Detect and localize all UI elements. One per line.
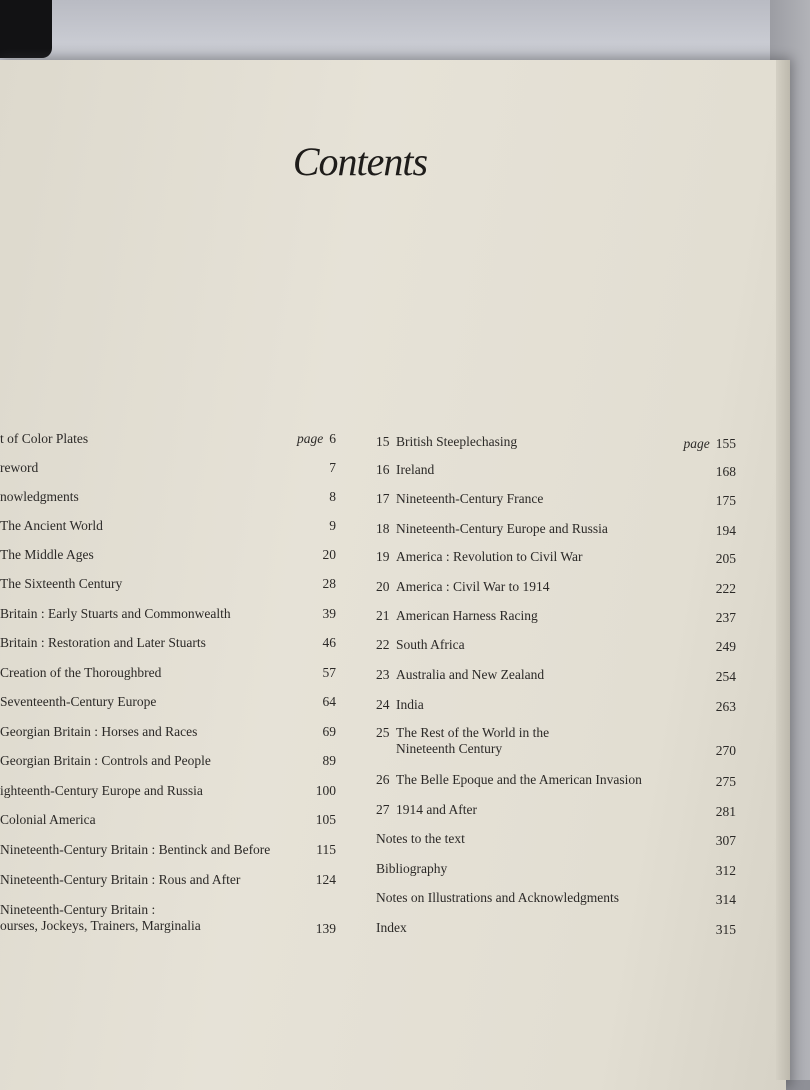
page-value: 9 [329, 518, 336, 533]
entry-title: The Belle Epoque and the American Invasion [396, 772, 642, 787]
page-value: 115 [316, 842, 336, 857]
entry-title: Nineteenth-Century Britain : [0, 902, 156, 917]
page-number [240, 635, 336, 651]
toc-entry [376, 549, 583, 565]
page-value: 124 [315, 872, 336, 887]
page-number [240, 872, 336, 888]
page-value: 254 [715, 669, 736, 684]
page-value: 28 [322, 576, 336, 591]
page-value: 6 [329, 431, 336, 446]
entry-title: reword [0, 460, 39, 475]
toc-entry [0, 431, 88, 447]
page-number [240, 753, 336, 769]
page-number [640, 610, 736, 626]
toc-entry [0, 635, 206, 651]
page-value: 270 [715, 743, 736, 758]
entry-title: Bibliography [376, 861, 448, 876]
entry-title: The Rest of the World in the [396, 725, 550, 740]
page-number [640, 669, 736, 685]
entry-title: Georgian Britain : Horses and Races [0, 724, 198, 739]
page-number [240, 812, 336, 828]
chapter-number: 24 [376, 697, 390, 712]
entry-title: Colonial America [0, 812, 96, 827]
entry-title-continued: Nineteenth Century [396, 741, 503, 756]
page-value: 168 [715, 464, 736, 479]
page-number [240, 665, 336, 681]
page-number [640, 892, 736, 908]
chapter-number: 26 [376, 772, 390, 787]
entry-title: Notes to the text [376, 831, 465, 846]
chapter-number: 19 [376, 549, 390, 564]
entry-title: India [396, 697, 424, 712]
toc-entry [0, 842, 270, 858]
page-number [640, 833, 736, 849]
entry-title: Creation of the Thoroughbred [0, 665, 162, 680]
page-value: 275 [715, 774, 736, 789]
entry-title: Index [376, 920, 407, 935]
page-prefix: page [683, 436, 710, 451]
toc-entry [376, 725, 549, 757]
entry-title: Ireland [396, 462, 435, 477]
toc-entry [0, 753, 211, 769]
entry-title: ighteenth-Century Europe and Russia [0, 783, 203, 798]
toc-entry [376, 608, 538, 624]
page-value: 69 [322, 724, 336, 739]
toc-entry [0, 489, 79, 505]
page-number [640, 804, 736, 820]
toc-entry [0, 783, 203, 799]
toc-entry [0, 724, 197, 740]
page-number [640, 581, 736, 597]
page-value: 64 [322, 694, 336, 709]
entry-title: t of Color Plates [0, 431, 89, 446]
page-number [240, 518, 336, 534]
toc-entry [376, 890, 619, 906]
chapter-number: 23 [376, 667, 390, 682]
toc-entry [376, 861, 447, 877]
page-title: Contents [292, 139, 428, 184]
toc-entry [376, 697, 424, 713]
page-value: 312 [715, 863, 736, 878]
toc-entry [376, 831, 465, 847]
page-number [640, 551, 736, 567]
page-value: 249 [715, 639, 736, 654]
page-number [240, 547, 336, 563]
page-number [240, 489, 336, 505]
page-prefix: page [297, 431, 324, 446]
page-value: 7 [329, 460, 336, 475]
entry-title: American Harness Racing [396, 608, 538, 623]
entry-title: South Africa [396, 637, 465, 652]
chapter-number: 25 [376, 725, 390, 740]
page-value: 237 [715, 610, 736, 625]
page-value: 89 [322, 753, 336, 768]
toc-entry [0, 547, 94, 563]
entry-title: The Ancient World [0, 518, 103, 533]
page-value: 100 [315, 783, 336, 798]
page-number [240, 724, 336, 740]
entry-title: Nineteenth-Century France [396, 491, 544, 506]
entry-title: Britain : Early Stuarts and Commonwealth [0, 606, 231, 621]
toc-entry [0, 576, 122, 592]
page-number [240, 460, 336, 476]
page-number [640, 922, 736, 938]
toc-entry [376, 637, 465, 653]
page-value: 222 [715, 581, 736, 596]
page-number [240, 576, 336, 592]
page-value: 39 [322, 606, 336, 621]
page-value: 314 [715, 892, 736, 907]
toc-entry [376, 920, 407, 936]
entry-title: Australia and New Zealand [396, 667, 545, 682]
toc-entry [376, 434, 517, 450]
toc-entry [0, 518, 103, 534]
entry-title: The Middle Ages [0, 547, 94, 562]
page-number [640, 493, 736, 509]
entry-title: 1914 and After [396, 802, 477, 817]
entry-title: Notes on Illustrations and Acknowledgments [376, 890, 619, 905]
page-value: 8 [329, 489, 336, 504]
chapter-number: 17 [376, 491, 390, 506]
entry-title: Britain : Restoration and Later Stuarts [0, 635, 206, 650]
toc-entry [376, 521, 608, 537]
page-number [640, 863, 736, 879]
page-number [240, 783, 336, 799]
entry-title: America : Civil War to 1914 [396, 579, 550, 594]
entry-title-continued: ourses, Jockeys, Trainers, Marginalia [0, 918, 201, 933]
page-number [240, 694, 336, 710]
page-value: 155 [715, 436, 736, 451]
page-value: 175 [715, 493, 736, 508]
page-edge [776, 60, 790, 1080]
toc-entry [376, 772, 642, 788]
toc-entry [376, 491, 543, 507]
background-dark-object [0, 0, 52, 58]
toc-entry [0, 665, 161, 681]
toc-entry [0, 460, 38, 476]
entry-title: nowledgments [0, 489, 79, 504]
page-value: 307 [715, 833, 736, 848]
page-number [240, 431, 336, 447]
page-value: 46 [322, 635, 336, 650]
toc-entry [0, 902, 201, 934]
toc-entry [0, 694, 156, 710]
entry-title: Georgian Britain : Controls and People [0, 753, 211, 768]
page-number [640, 743, 736, 759]
toc-entry [0, 812, 96, 828]
page-value: 263 [715, 699, 736, 714]
entry-title: Seventeenth-Century Europe [0, 694, 157, 709]
page-number [640, 699, 736, 715]
page-number [640, 523, 736, 539]
page-number [240, 606, 336, 622]
entry-title: Nineteenth-Century Britain : Rous and After [0, 872, 241, 887]
page-value: 20 [322, 547, 336, 562]
entry-title: British Steeplechasing [396, 434, 518, 449]
page-value: 139 [315, 921, 336, 936]
chapter-number: 21 [376, 608, 390, 623]
chapter-number: 18 [376, 521, 390, 536]
page-value: 315 [715, 922, 736, 937]
page-value: 281 [715, 804, 736, 819]
entry-title: The Sixteenth Century [0, 576, 123, 591]
page-number [640, 436, 736, 452]
page-value: 57 [322, 665, 336, 680]
entry-title: Nineteenth-Century Europe and Russia [396, 521, 608, 536]
chapter-number: 15 [376, 434, 390, 449]
page-number [640, 464, 736, 480]
toc-entry [376, 579, 550, 595]
page-number [640, 774, 736, 790]
page-number [240, 921, 336, 937]
page-number [640, 639, 736, 655]
entry-title: America : Revolution to Civil War [396, 549, 583, 564]
toc-entry [376, 802, 477, 818]
chapter-number: 20 [376, 579, 390, 594]
toc-entry [376, 667, 544, 683]
chapter-number: 16 [376, 462, 390, 477]
page-value: 205 [715, 551, 736, 566]
page-number [240, 842, 336, 858]
entry-title: Nineteenth-Century Britain : Bentinck and Before [0, 842, 271, 857]
chapter-number: 27 [376, 802, 390, 817]
chapter-number: 22 [376, 637, 390, 652]
page-value: 105 [315, 812, 336, 827]
toc-entry [0, 606, 231, 622]
toc-entry [0, 872, 240, 888]
page-value: 194 [715, 523, 736, 538]
toc-entry [376, 462, 434, 478]
